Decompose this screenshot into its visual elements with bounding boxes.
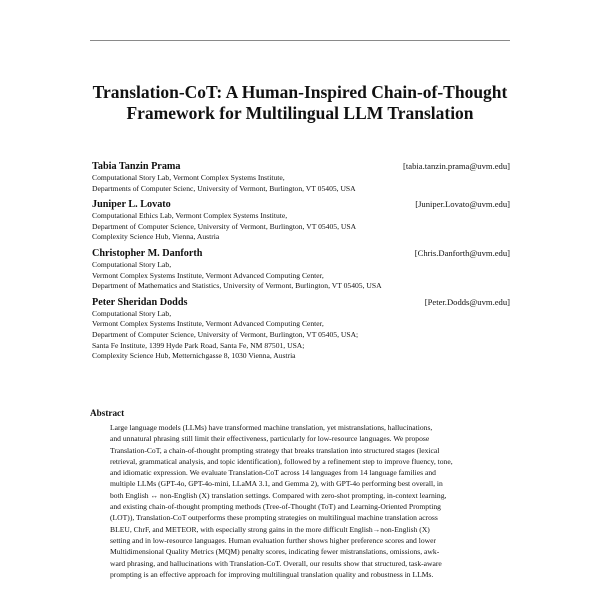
- author-email[interactable]: [Chris.Danforth@uvm.edu]: [414, 247, 510, 258]
- affiliation-line: Departments of Computer Scienc, University of Vermont, Burlington, VT 05405, USA: [92, 183, 356, 193]
- abstract-line: ward phrasing, and hallucinations with Translation-CoT. Overall, our results show that structured, task-aware: [110, 558, 442, 568]
- affiliation-line: Department of Computer Science, University of Vermont, Burlington, VT 05405, USA: [92, 221, 357, 231]
- abstract-line: multiple LLMs (GPT-4o, GPT-4o-mini, LLaMA 3.1, and Gemma 2), with GPT-4o performing best overall, in: [110, 479, 443, 489]
- author-block: [92, 296, 510, 362]
- affiliation-line: Department of Mathematics and Statistics, University of Vermont, Burlington, VT 05405, USA: [92, 281, 382, 291]
- abstract-line: setting and in low-resource languages. Human evaluation further shows higher preference scores and lower: [110, 535, 436, 545]
- author-list: [92, 160, 510, 366]
- affiliation-line: Complexity Science Hub, Vienna, Austria: [92, 232, 220, 242]
- abstract-body: [110, 422, 495, 580]
- affiliation-line: Complexity Science Hub, Metternichgasse 8, 1030 Vienna, Austria: [92, 351, 296, 361]
- abstract-heading: Abstract: [90, 408, 125, 418]
- paper-title: [80, 82, 520, 124]
- abstract-line: Translation-CoT, a chain-of-thought prompting strategy that breaks translation into structured stages (lexical: [110, 445, 440, 455]
- abstract-line: BLEU, ChrF, and METEOR, with especially strong gains in the more difficult English→non-English (X): [110, 524, 430, 534]
- abstract-line: retrieval, grammatical analysis, and topic identification), followed by a refinement step to improve fluency, tone,: [110, 456, 453, 466]
- affiliation-line: Computational Story Lab,: [92, 308, 172, 318]
- affiliation-line: Computational Story Lab,: [92, 259, 172, 269]
- author-header: [92, 198, 510, 211]
- author-name: Juniper L. Lovato: [92, 199, 171, 211]
- abstract-line: and existing chain-of-thought prompting methods (Tree-of-Thought (ToT) and Learning-Oriented Prompting: [110, 502, 441, 512]
- author-email[interactable]: [tabia.tanzin.prama@uvm.edu]: [403, 161, 510, 171]
- affiliation-line: Department of Computer Science, University of Vermont, Burlington, VT 05405, USA;: [92, 329, 359, 339]
- abstract-line: and idiomatic expression. We evaluate Translation-CoT across 14 languages from 14 language families and: [110, 468, 436, 478]
- affiliation-line: Computational Story Lab, Vermont Complex Systems Institute,: [92, 173, 285, 182]
- abstract-line: prompting is an effective approach for improving multilingual translation quality and robustness in LLMs.: [110, 569, 434, 579]
- author-name: Peter Sheridan Dodds: [92, 296, 188, 308]
- author-header: [92, 160, 510, 173]
- author-header: [92, 247, 510, 260]
- author-block: [92, 198, 510, 243]
- author-name: Tabia Tanzin Prama: [92, 161, 181, 172]
- affiliation-line: Vermont Complex Systems Institute, Vermont Advanced Computing Center,: [92, 270, 324, 280]
- affiliation-line: Vermont Complex Systems Institute, Vermont Advanced Computing Center,: [92, 319, 324, 329]
- author-email[interactable]: [Peter.Dodds@uvm.edu]: [424, 296, 510, 307]
- affiliation-line: Computational Ethics Lab, Vermont Complex Systems Institute,: [92, 211, 288, 221]
- abstract-line: (LOT)), Translation-CoT outperforms these prompting strategies on multilingual machine translation across: [110, 513, 438, 523]
- author-header: [92, 296, 510, 309]
- author-block: [92, 247, 510, 292]
- abstract-line: and unnatural phrasing still limit their effectiveness, particularly for low-resource languages. We propose: [110, 434, 430, 444]
- author-block: [92, 160, 510, 194]
- abstract-line: both English ↔ non-English (X) translation settings. Compared with zero-shot prompting, in-context learning,: [110, 490, 447, 500]
- affiliation-line: Santa Fe Institute, 1399 Hyde Park Road, Santa Fe, NM 87501, USA;: [92, 340, 305, 350]
- author-name: Christopher M. Danforth: [92, 247, 203, 259]
- abstract-line: Multidimensional Quality Metrics (MQM) penalty scores, indicating fewer mistranslations, omissions, awk-: [110, 547, 440, 557]
- title-line: Framework for Multilingual LLM Translation: [126, 103, 474, 123]
- abstract-line: Large language models (LLMs) have transformed machine translation, yet mistranslations, hallucinations,: [110, 423, 433, 432]
- author-email[interactable]: [Juniper.Lovato@uvm.edu]: [415, 199, 510, 210]
- header-rule: [90, 40, 510, 41]
- title-line: Translation-CoT: A Human-Inspired Chain-of-Thought: [92, 82, 508, 102]
